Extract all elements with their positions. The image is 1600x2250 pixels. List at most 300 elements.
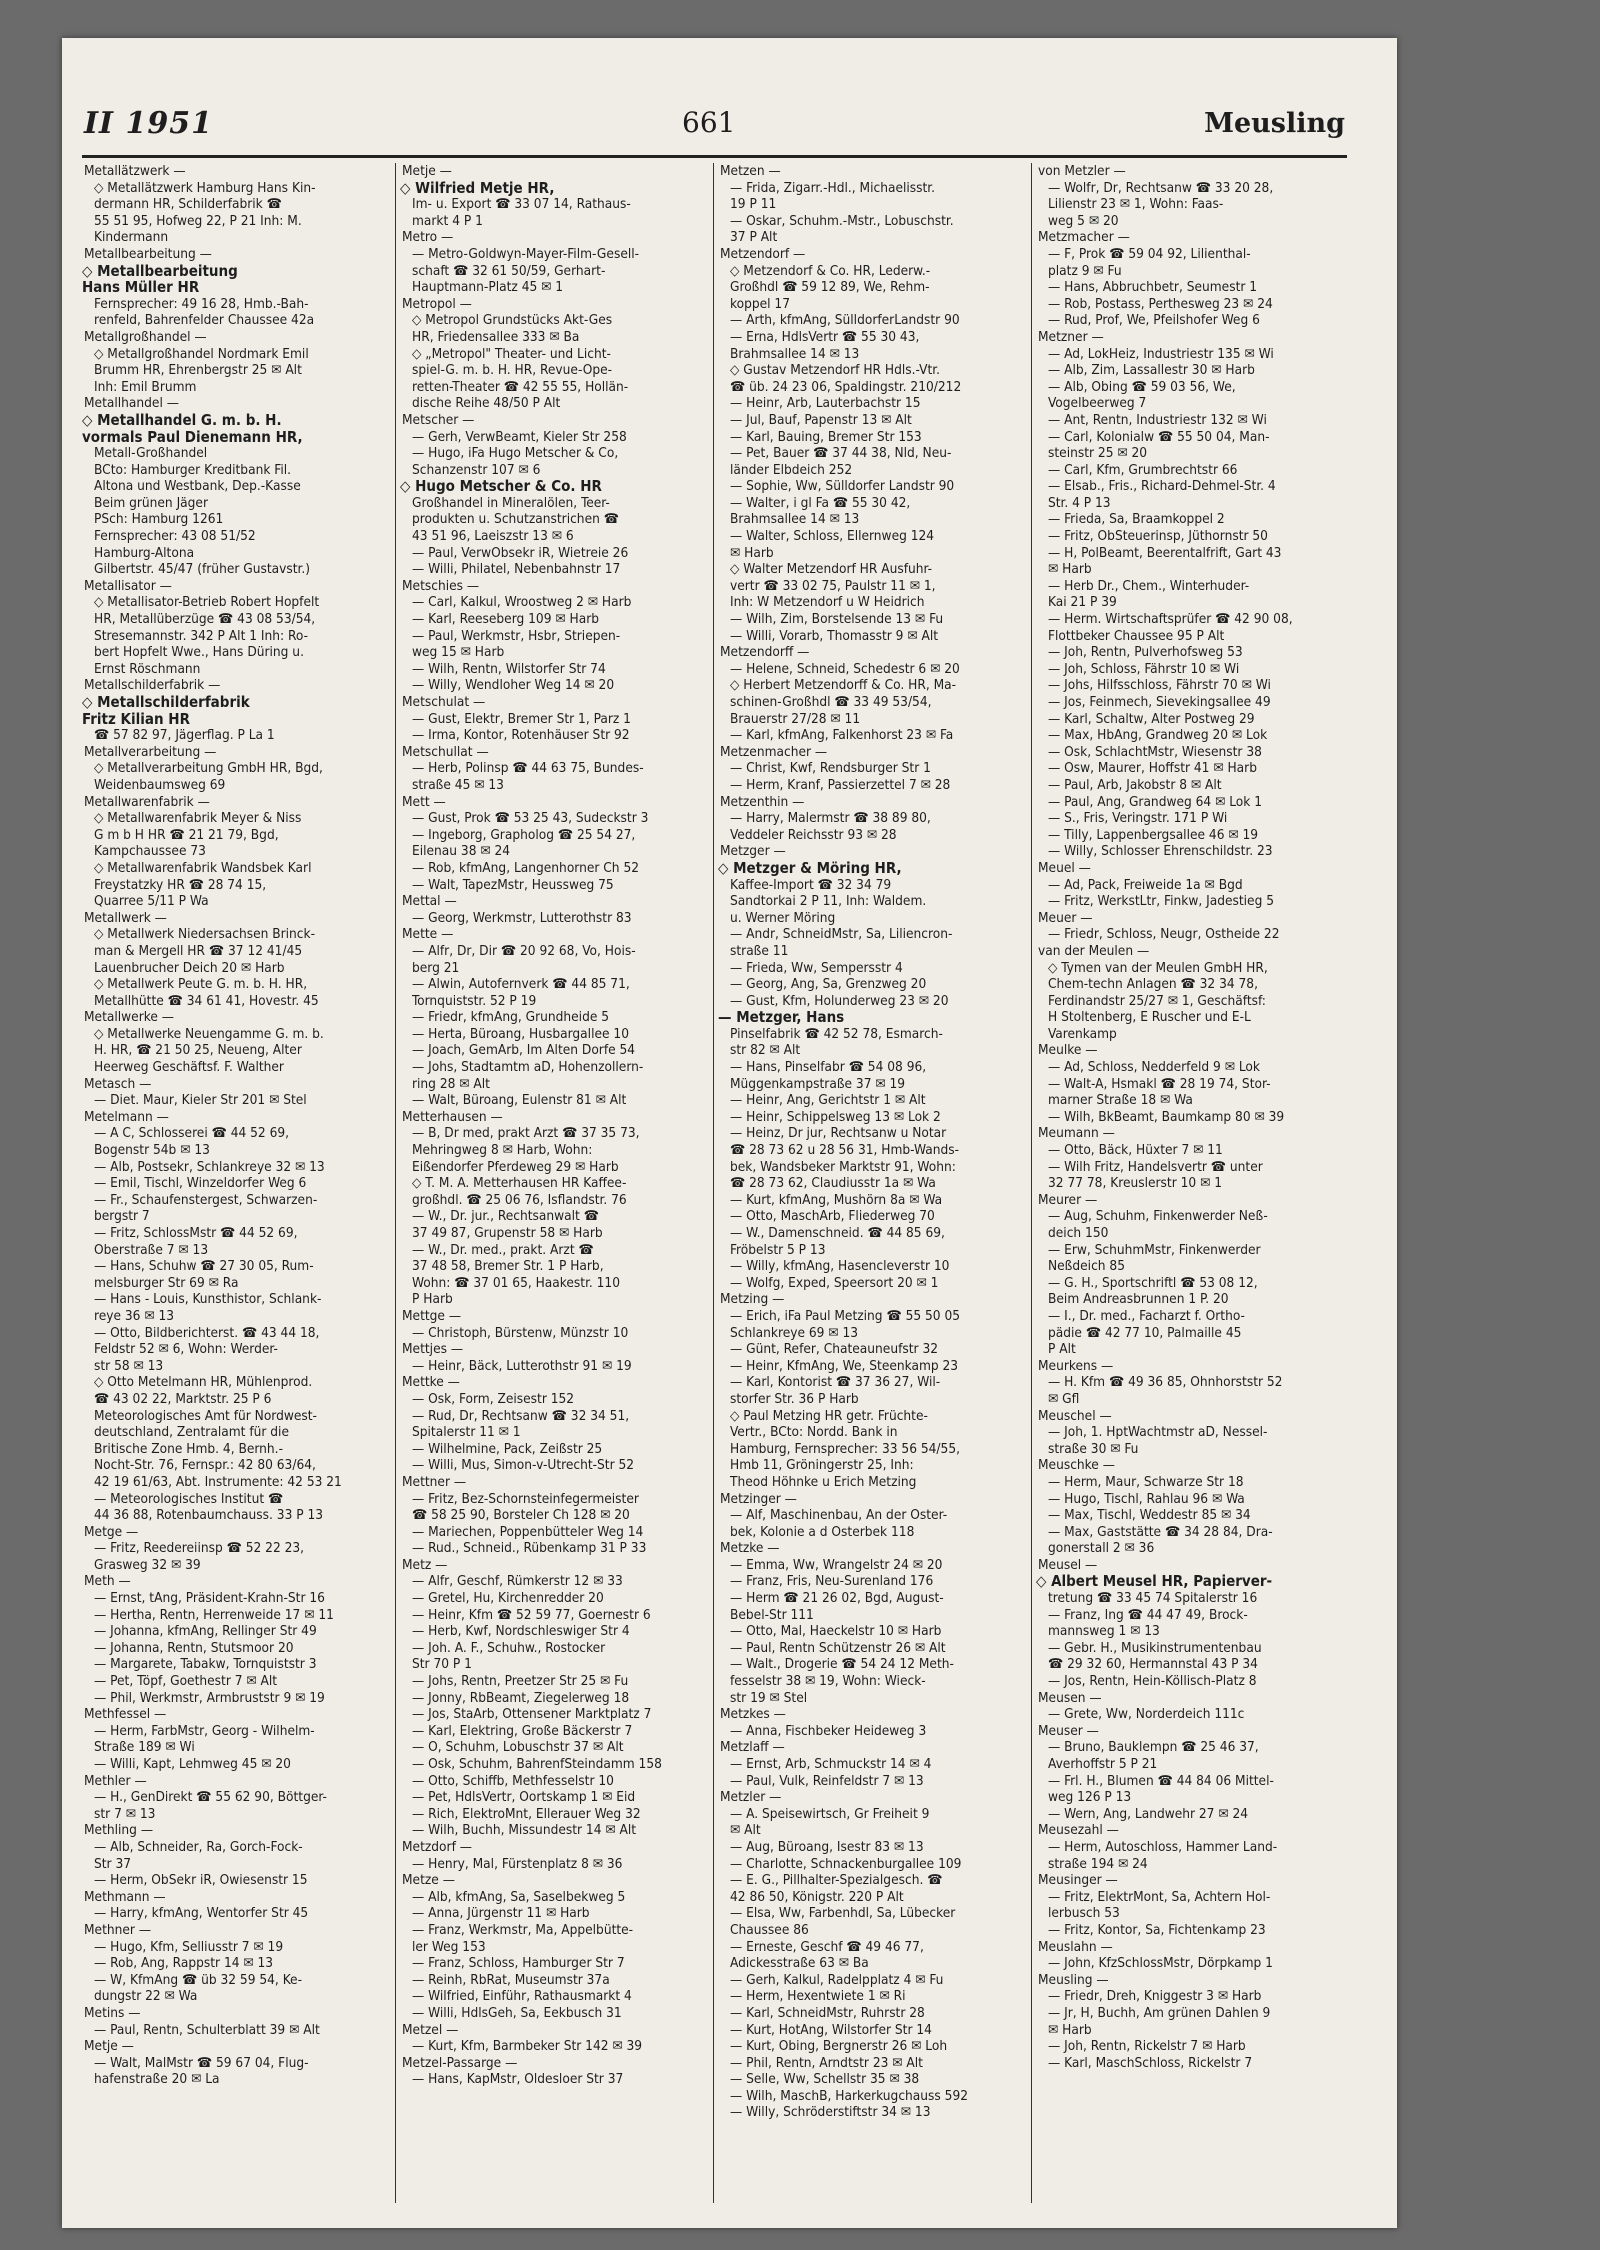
directory-entry: ring 28 ✉ Alt xyxy=(412,1075,490,1092)
directory-entry: — Joh, Schloss, Fährstr 10 ✉ Wi xyxy=(1048,660,1240,677)
directory-entry: ◇ Metallschilderfabrik xyxy=(82,694,250,711)
directory-entry: — Paul, Rentn Schützenstr 26 ✉ Alt xyxy=(730,1639,946,1656)
directory-entry: — Wolfg, Exped, Speersort 20 ✉ 1 xyxy=(730,1274,939,1291)
directory-entry: Vogelbeerweg 7 xyxy=(1048,395,1147,412)
directory-entry: Stresemannstr. 342 P Alt 1 Inh: Ro- xyxy=(94,627,309,644)
directory-entry: — Reinh, RbRat, Museumstr 37a xyxy=(412,1971,610,1988)
directory-entry: — Willi, Mus, Simon-v-Utrecht-Str 52 xyxy=(412,1457,635,1474)
directory-entry: — Kurt, kfmAng, Mushörn 8a ✉ Wa xyxy=(730,1191,943,1208)
directory-entry: str 82 ✉ Alt xyxy=(730,1042,801,1059)
directory-entry: platz 9 ✉ Fu xyxy=(1048,262,1122,279)
surname-heading: Metallverarbeitung — xyxy=(84,743,217,760)
directory-entry: — Alb, kfmAng, Sa, Saselbekweg 5 xyxy=(412,1888,626,1905)
directory-entry: — Willi, Philatel, Nebenbahnstr 17 xyxy=(412,561,621,578)
surname-heading: Meuer — xyxy=(1038,909,1093,926)
directory-entry: — Jonny, RbBeamt, Ziegelerweg 18 xyxy=(412,1689,630,1706)
directory-entry: G m b H HR ☎ 21 21 79, Bgd, xyxy=(94,826,279,843)
directory-entry: Straße 189 ✉ Wi xyxy=(94,1739,195,1756)
directory-entry: HR, Metallüberzüge ☎ 43 08 53/54, xyxy=(94,611,316,628)
directory-entry: ◇ Tymen van der Meulen GmbH HR, xyxy=(1048,959,1268,976)
directory-entry: — Günt, Refer, Chateauneufstr 32 xyxy=(730,1341,939,1358)
directory-entry: — Erneste, Geschf ☎ 49 46 77, xyxy=(730,1938,924,1955)
directory-entry: — Osk, Schuhm, BahrenfSteindamm 158 xyxy=(412,1756,662,1772)
surname-heading: Methling — xyxy=(84,1822,154,1839)
edition-label: II 1951 xyxy=(84,106,214,141)
surname-heading: Metzel — xyxy=(402,2021,459,2038)
directory-entry: — Margarete, Tabakw, Tornquiststr 3 xyxy=(94,1656,317,1673)
directory-entry: Metallhütte ☎ 34 61 41, Hovestr. 45 xyxy=(94,992,319,1009)
directory-entry: — Paul, Ang, Grandweg 64 ✉ Lok 1 xyxy=(1048,793,1263,810)
directory-entry: markt 4 P 1 xyxy=(412,212,483,229)
directory-entry: schaft ☎ 32 61 50/59, Gerhart- xyxy=(412,262,606,279)
directory-entry: — Karl, Elektring, Große Bäckerstr 7 xyxy=(412,1722,633,1739)
directory-entry: — Herm, ObSekr iR, Owiesenstr 15 xyxy=(94,1872,308,1889)
directory-entry: Brahmsallee 14 ✉ 13 xyxy=(730,345,860,362)
surname-heading: Metzner — xyxy=(1038,328,1104,345)
directory-entry: Brauerstr 27/28 ✉ 11 xyxy=(730,710,861,727)
directory-entry: — Paul, Rentn, Schulterblatt 39 ✉ Alt xyxy=(94,2021,320,2038)
directory-entry: — Rud, Dr, Rechtsanw ☎ 32 34 51, xyxy=(412,1407,630,1424)
directory-entry: — Osw, Maurer, Hoffstr 41 ✉ Harb xyxy=(1048,760,1257,777)
directory-entry: ◇ Metallgroßhandel Nordmark Emil xyxy=(94,345,309,362)
directory-entry: Fernsprecher: 49 16 28, Hmb.-Bah- xyxy=(94,295,309,312)
directory-entry: 44 36 88, Rotenbaumchauss. 33 P 13 xyxy=(94,1507,324,1524)
directory-entry: — Wolfr, Dr, Rechtsanw ☎ 33 20 28, xyxy=(1048,179,1274,196)
surname-heading: Metzinger — xyxy=(720,1490,797,1507)
directory-entry: — Johs, Hilfsschloss, Fährstr 70 ✉ Wi xyxy=(1048,677,1271,694)
directory-entry: 37 48 58, Bremer Str. 1 P Harb, xyxy=(412,1258,604,1275)
surname-heading: Meth — xyxy=(84,1573,131,1590)
directory-entry: — Hans - Louis, Kunsthistor, Schlank- xyxy=(94,1291,322,1308)
directory-entry: Brahmsallee 14 ✉ 13 xyxy=(730,511,860,528)
directory-entry: Tornquiststr. 52 P 19 xyxy=(412,992,537,1009)
directory-entry: Nocht-Str. 76, Fernspr.: 42 80 63/64, xyxy=(94,1457,316,1474)
directory-entry: — Erw, SchuhmMstr, Finkenwerder xyxy=(1048,1241,1261,1258)
directory-entry: — Helene, Schneid, Schedestr 6 ✉ 20 xyxy=(730,660,960,677)
directory-entry: — Frieda, Sa, Braamkoppel 2 xyxy=(1048,511,1225,528)
directory-entry: H Stoltenberg, E Ruscher und E-L xyxy=(1048,1009,1251,1026)
directory-entry: — Gust, Kfm, Holunderweg 23 ✉ 20 xyxy=(730,992,949,1009)
directory-entry: Averhoffstr 5 P 21 xyxy=(1048,1756,1158,1772)
surname-heading: Metzger — xyxy=(720,843,786,860)
directory-entry: Eilenau 38 ✉ 24 xyxy=(412,843,511,860)
directory-entry: deich 150 xyxy=(1048,1225,1109,1241)
directory-entry: — Friedr, kfmAng, Grundheide 5 xyxy=(412,1009,610,1026)
directory-entry: Müggenkampstraße 37 ✉ 19 xyxy=(730,1075,906,1092)
directory-entry: berg 21 xyxy=(412,959,460,976)
surname-heading: Metelmann — xyxy=(84,1108,169,1125)
directory-entry: — Wilh, BkBeamt, Baumkamp 80 ✉ 39 xyxy=(1048,1108,1285,1125)
surname-heading: Meusling — xyxy=(1038,1971,1109,1988)
directory-entry: reye 36 ✉ 13 xyxy=(94,1307,175,1324)
directory-entry: — W., Dr. jur., Rechtsanwalt ☎ xyxy=(412,1208,599,1225)
surname-heading: Metzenthin — xyxy=(720,793,805,810)
directory-entry: — Willy, Schröderstiftstr 34 ✉ 13 xyxy=(730,2104,931,2121)
directory-entry: — Franz, Fris, Neu-Surenland 176 xyxy=(730,1573,934,1590)
directory-entry: — Franz, Schloss, Hamburger Str 7 xyxy=(412,1955,625,1972)
column-3 xyxy=(718,163,1026,2213)
directory-entry: Lilienstr 23 ✉ 1, Wohn: Faas- xyxy=(1048,196,1224,213)
directory-entry: Freystatzky HR ☎ 28 74 15, xyxy=(94,876,267,893)
directory-entry: — Fritz, Reedereiinsp ☎ 52 22 23, xyxy=(94,1540,305,1557)
directory-entry: — Herb Dr., Chem., Winterhuder- xyxy=(1048,577,1250,594)
directory-entry: — Walt, MalMstr ☎ 59 67 04, Flug- xyxy=(94,2054,309,2071)
directory-entry: — Ernst, tAng, Präsident-Krahn-Str 16 xyxy=(94,1590,325,1607)
surname-heading: Metzen — xyxy=(720,163,781,179)
directory-entry: — Willi, HdlsGeh, Sa, Eekbusch 31 xyxy=(412,2004,622,2021)
directory-entry: ◇ Walter Metzendorf HR Ausfuhr- xyxy=(730,561,933,578)
directory-entry: Flottbeker Chaussee 95 P Alt xyxy=(1048,627,1225,644)
directory-entry: — Karl, kfmAng, Falkenhorst 23 ✉ Fa xyxy=(730,727,954,744)
directory-entry: — Emil, Tischl, Winzeldorfer Weg 6 xyxy=(94,1175,307,1192)
directory-entry: ◇ Metzger & Möring HR, xyxy=(718,859,902,877)
directory-entry: ◇ „Metropol" Theater- und Licht- xyxy=(412,345,611,362)
surname-heading: Meulke — xyxy=(1038,1042,1098,1059)
directory-entry: u. Werner Möring xyxy=(730,909,836,926)
surname-heading: van der Meulen — xyxy=(1038,942,1150,959)
directory-entry: — Herta, Büroang, Husbargallee 10 xyxy=(412,1025,629,1042)
directory-entry: vormals Paul Dienemann HR, xyxy=(82,428,303,446)
directory-entry: — Walter, i gl Fa ☎ 55 30 42, xyxy=(730,494,911,511)
surname-heading: von Metzler — xyxy=(1038,163,1126,179)
directory-entry: — Joach, GemArb, Im Alten Dorfe 54 xyxy=(412,1042,636,1059)
directory-entry: — Rud., Schneid., Rübenkamp 31 P 33 xyxy=(412,1540,647,1557)
directory-entry: — Hans, Schuhw ☎ 27 30 05, Rum- xyxy=(94,1258,314,1275)
directory-entry: retten-Theater ☎ 42 55 55, Hollän- xyxy=(412,378,629,395)
directory-entry: ◇ Paul Metzing HR getr. Früchte- xyxy=(730,1407,928,1424)
directory-entry: Neßdeich 85 xyxy=(1048,1258,1125,1275)
directory-entry: dische Reihe 48/50 P Alt xyxy=(412,395,561,412)
surname-heading: Metallschilderfabrik — xyxy=(84,677,221,694)
directory-entry: weg 126 P 13 xyxy=(1048,1789,1132,1806)
directory-entry: — B, Dr med, prakt Arzt ☎ 37 35 73, xyxy=(412,1125,640,1142)
directory-entry: — Hans, Abbruchbetr, Seumestr 1 xyxy=(1048,279,1258,296)
surname-heading: Metzkes — xyxy=(720,1706,786,1723)
directory-entry: — Rich, ElektroMnt, Ellerauer Weg 32 xyxy=(412,1805,641,1822)
directory-entry: Im- u. Export ☎ 33 07 14, Rathaus- xyxy=(412,196,631,213)
directory-entry: — Metro-Goldwyn-Mayer-Film-Gesell- xyxy=(412,245,640,262)
directory-entry: ◇ Herbert Metzendorff & Co. HR, Ma- xyxy=(730,677,957,694)
directory-entry: — Alb, Zim, Lassallestr 30 ✉ Harb xyxy=(1048,362,1255,379)
directory-entry: — Wilhelmine, Pack, Zeißstr 25 xyxy=(412,1440,603,1457)
surname-heading: Metz — xyxy=(402,1556,448,1573)
surname-heading: Meusen — xyxy=(1038,1689,1102,1706)
directory-entry: — Diet. Maur, Kieler Str 201 ✉ Stel xyxy=(94,1092,307,1109)
directory-entry: straße 30 ✉ Fu xyxy=(1048,1440,1139,1457)
directory-entry: Varenkamp xyxy=(1048,1025,1117,1042)
surname-heading: Metzlaff — xyxy=(720,1739,785,1756)
directory-entry: — Wilh, Rentn, Wilstorfer Str 74 xyxy=(412,660,606,677)
surname-heading: Meuslahn — xyxy=(1038,1938,1113,1955)
surname-heading: Mettjes — xyxy=(402,1341,464,1358)
directory-entry: Fröbelstr 5 P 13 xyxy=(730,1241,826,1258)
column-1 xyxy=(82,163,390,2213)
surname-heading: Meuel — xyxy=(1038,859,1091,876)
directory-entry: renfeld, Bahrenfelder Chaussee 42a xyxy=(94,312,315,329)
directory-entry: — Pet, Bauer ☎ 37 44 38, Nld, Neu- xyxy=(730,445,952,462)
directory-entry: — I., Dr. med., Facharzt f. Ortho- xyxy=(1048,1307,1245,1324)
directory-entry: — Paul, VerwObsekr iR, Wietreie 26 xyxy=(412,544,629,561)
directory-entry: ✉ Alt xyxy=(730,1822,761,1839)
directory-entry: Kaffee-Import ☎ 32 34 79 xyxy=(730,876,892,893)
directory-entry: — Irma, Kontor, Rotenhäuser Str 92 xyxy=(412,727,630,744)
directory-entry: 19 P 11 xyxy=(730,196,777,213)
directory-entry: — Willy, kfmAng, Hasencleverstr 10 xyxy=(730,1258,950,1275)
directory-entry: ☎ 28 73 62 u 28 56 31, Hmb-Wands- xyxy=(730,1142,960,1159)
directory-entry: 55 51 95, Hofweg 22, P 21 Inh: M. xyxy=(94,212,302,229)
directory-entry: ◇ Wilfried Metje HR, xyxy=(400,179,555,197)
surname-heading: Metzing — xyxy=(720,1291,785,1308)
directory-entry: — Kurt, HotAng, Wilstorfer Str 14 xyxy=(730,2021,932,2038)
directory-entry: bergstr 7 xyxy=(94,1208,150,1225)
directory-entry: — Karl, Bauing, Bremer Str 153 xyxy=(730,428,922,445)
directory-entry: — Otto, Bäck, Hüxter 7 ✉ 11 xyxy=(1048,1142,1223,1159)
directory-entry: — Johs, Stadtamtm aD, Hohenzollern- xyxy=(412,1059,644,1076)
surname-heading: Metallätzwerk — xyxy=(84,163,186,179)
directory-entry: — Emma, Ww, Wrangelstr 24 ✉ 20 xyxy=(730,1556,943,1573)
directory-entry: Feldstr 52 ✉ 6, Wohn: Werder- xyxy=(94,1341,278,1358)
directory-entry: — A. Speisewirtsch, Gr Freiheit 9 xyxy=(730,1805,930,1822)
directory-entry: deutschland, Zentralamt für die xyxy=(94,1424,289,1441)
directory-entry: — Hans, Pinselfabr ☎ 54 08 96, xyxy=(730,1059,927,1076)
surname-heading: Metzel-Passarge — xyxy=(402,2054,518,2071)
directory-entry: schinen-Großhdl ☎ 33 49 53/54, xyxy=(730,694,932,710)
surname-heading: Mettal — xyxy=(402,893,457,910)
directory-entry: — Johanna, kfmAng, Rellinger Str 49 xyxy=(94,1623,317,1640)
directory-entry: — Max, Tischl, Weddestr 85 ✉ 34 xyxy=(1048,1507,1251,1524)
directory-entry: — A C, Schlosserei ☎ 44 52 69, xyxy=(94,1125,290,1142)
directory-entry: — Gebr. H., Musikinstrumentenbau xyxy=(1048,1639,1262,1656)
directory-entry: Bogenstr 54b ✉ 13 xyxy=(94,1142,210,1159)
directory-entry: — Walt, Büroang, Eulenstr 81 ✉ Alt xyxy=(412,1092,627,1109)
directory-entry: Brumm HR, Ehrenbergstr 25 ✉ Alt xyxy=(94,362,302,379)
directory-entry: — Otto, MaschArb, Fliederweg 70 xyxy=(730,1208,935,1225)
directory-entry: — Gust, Prok ☎ 53 25 43, Sudeckstr 3 xyxy=(412,810,649,827)
directory-entry: Kai 21 P 39 xyxy=(1048,594,1117,611)
directory-page xyxy=(62,38,1397,2228)
directory-entry: — Herm ☎ 21 26 02, Bgd, August- xyxy=(730,1590,944,1607)
directory-entry: — Carl, Kolonialw ☎ 55 50 04, Man- xyxy=(1048,428,1270,445)
directory-entry: ✉ Harb xyxy=(1048,561,1092,578)
directory-entry: — Wilfried, Einführ, Rathausmarkt 4 xyxy=(412,1988,632,2005)
running-head: Meusling xyxy=(1204,108,1345,139)
directory-entry: man & Mergell HR ☎ 37 12 41/45 xyxy=(94,942,303,959)
directory-entry: — Ad, Pack, Freiweide 1a ✉ Bgd xyxy=(1048,876,1243,893)
directory-entry: — Jos, Feinmech, Sievekingsallee 49 xyxy=(1048,694,1271,710)
directory-entry: — Alb, Obing ☎ 59 03 56, We, xyxy=(1048,378,1236,395)
directory-entry: Gilbertstr. 45/47 (früher Gustavstr.) xyxy=(94,561,310,578)
directory-entry: — Grete, Ww, Norderdeich 111c xyxy=(1048,1706,1245,1723)
directory-entry: koppel 17 xyxy=(730,295,790,312)
directory-entry: — W., Damenschneid. ☎ 44 85 69, xyxy=(730,1225,945,1241)
directory-entry: — Joh. A. F., Schuhw., Rostocker xyxy=(412,1639,606,1656)
directory-entry: — Karl, Schaltw, Alter Postweg 29 xyxy=(1048,710,1255,727)
directory-entry: — Phil, Rentn, Arndtstr 23 ✉ Alt xyxy=(730,2054,923,2071)
directory-entry: ☎ 28 73 62, Claudiusstr 1a ✉ Wa xyxy=(730,1175,936,1192)
surname-heading: Mettge — xyxy=(402,1307,462,1324)
surname-heading: Metze — xyxy=(402,1872,455,1889)
directory-entry: ☎ 58 25 90, Borsteler Ch 128 ✉ 20 xyxy=(412,1507,630,1524)
directory-entry: Großhandel in Mineralölen, Teer- xyxy=(412,494,610,511)
directory-entry: — Heinz, Dr jur, Rechtsanw u Notar xyxy=(730,1125,947,1142)
surname-heading: Metro — xyxy=(402,229,454,246)
directory-entry: Wohn: ☎ 37 01 65, Haakestr. 110 xyxy=(412,1274,620,1291)
directory-entry: Chaussee 86 xyxy=(730,1921,809,1938)
directory-entry: bert Hopfelt Wwe., Hans Düring u. xyxy=(94,644,304,661)
directory-entry: straße 45 ✉ 13 xyxy=(412,776,504,793)
surname-heading: Metallwerke — xyxy=(84,1009,174,1026)
surname-heading: Metzendorff — xyxy=(720,644,810,661)
directory-entry: ✉ Harb xyxy=(730,544,774,561)
directory-entry: Ernst Röschmann xyxy=(94,660,201,677)
surname-heading: Metterhausen — xyxy=(402,1108,503,1125)
directory-entry: gonerstall 2 ✉ 36 xyxy=(1048,1540,1155,1557)
directory-entry: ◇ Metallverarbeitung GmbH HR, Bgd, xyxy=(94,760,323,777)
directory-entry: Pinselfabrik ☎ 42 52 78, Esmarch- xyxy=(730,1025,943,1042)
directory-entry: — Kurt, Kfm, Barmbeker Str 142 ✉ 39 xyxy=(412,2038,643,2055)
directory-entry: — Erna, HdlsVertr ☎ 55 30 43, xyxy=(730,328,920,345)
directory-entry: — Frl. H., Blumen ☎ 44 84 06 Mittel- xyxy=(1048,1772,1274,1789)
directory-entry: Vertr., BCto: Nordd. Bank in xyxy=(730,1424,898,1441)
surname-heading: Metallwerk — xyxy=(84,909,167,926)
directory-entry: — Herm. Wirtschaftsprüfer ☎ 42 90 08, xyxy=(1048,611,1293,628)
directory-entry: ler Weg 153 xyxy=(412,1938,486,1955)
directory-entry: — Fritz, ObSteuerinsp, Jüthornstr 50 xyxy=(1048,528,1268,545)
directory-entry: straße 11 xyxy=(730,942,789,959)
directory-entry: — John, KfzSchlossMstr, Dörpkamp 1 xyxy=(1048,1955,1273,1972)
directory-entry: — Joh, 1. HptWachtmstr aD, Nessel- xyxy=(1048,1424,1268,1441)
directory-entry: — Heinr, Ang, Gerichtstr 1 ✉ Alt xyxy=(730,1092,926,1109)
directory-entry: — Willy, Schlosser Ehrenschildstr. 23 xyxy=(1048,843,1273,860)
directory-entry: — Fritz, Bez-Schornsteinfegermeister xyxy=(412,1490,639,1507)
directory-entry: — Karl, MaschSchloss, Rickelstr 7 xyxy=(1048,2054,1253,2071)
directory-entry: Str 70 P 1 xyxy=(412,1656,472,1673)
directory-entry: weg 15 ✉ Harb xyxy=(412,644,505,661)
directory-entry: 37 P Alt xyxy=(730,229,778,246)
directory-entry: ◇ Metallwarenfabrik Meyer & Niss xyxy=(94,810,302,827)
directory-entry: — Harry, kfmAng, Wentorfer Str 45 xyxy=(94,1905,309,1922)
directory-entry: — Tilly, Lappenbergsallee 46 ✉ 19 xyxy=(1048,826,1259,843)
directory-entry: — Karl, Kontorist ☎ 37 36 27, Wil- xyxy=(730,1374,941,1391)
directory-entry: — Hugo, Kfm, Selliusstr 7 ✉ 19 xyxy=(94,1938,284,1955)
surname-heading: Meuser — xyxy=(1038,1722,1099,1739)
directory-entry: 42 86 50, Königstr. 220 P Alt xyxy=(730,1888,904,1905)
directory-entry: Hamburg, Fernsprecher: 33 56 54/55, xyxy=(730,1440,960,1457)
directory-entry: — Christ, Kwf, Rendsburger Str 1 xyxy=(730,760,931,777)
directory-entry: — Jul, Bauf, Papenstr 13 ✉ Alt xyxy=(730,411,912,428)
directory-entry: — Wilh, Buchh, Missundestr 14 ✉ Alt xyxy=(412,1822,637,1839)
surname-heading: Metzke — xyxy=(720,1540,780,1557)
directory-entry: — Heinr, Schippelsweg 13 ✉ Lok 2 xyxy=(730,1108,941,1125)
directory-entry: — Elsab., Fris., Richard-Dehmel-Str. 4 xyxy=(1048,478,1276,495)
directory-entry: — Joh, Rentn, Pulverhofsweg 53 xyxy=(1048,644,1243,661)
directory-entry: Schanzenstr 107 ✉ 6 xyxy=(412,461,541,478)
directory-entry: — S., Fris, Veringstr. 171 P Wi xyxy=(1048,810,1228,827)
directory-entry: — Ad, Schloss, Nedderfeld 9 ✉ Lok xyxy=(1048,1059,1260,1076)
directory-entry: — Walt-A, Hsmakl ☎ 28 19 74, Stor- xyxy=(1048,1075,1271,1092)
surname-heading: Metschies — xyxy=(402,577,480,594)
directory-entry: — Fr., Schaufenstergest, Schwarzen- xyxy=(94,1191,318,1208)
surname-heading: Mette — xyxy=(402,926,454,943)
directory-entry: ◇ Otto Metelmann HR, Mühlenprod. xyxy=(94,1374,313,1391)
directory-entry: — Otto, Mal, Haeckelstr 10 ✉ Harb xyxy=(730,1623,942,1640)
directory-entry: — Hertha, Rentn, Herrenweide 17 ✉ 11 xyxy=(94,1606,334,1623)
directory-entry: str 58 ✉ 13 xyxy=(94,1357,164,1374)
directory-entry: — Rud, Prof, We, Pfeilshofer Weg 6 xyxy=(1048,312,1260,329)
directory-entry: — Frieda, Ww, Sempersstr 4 xyxy=(730,959,903,976)
directory-entry: PSch: Hamburg 1261 xyxy=(94,511,224,528)
directory-entry: — Meteorologisches Institut ☎ xyxy=(94,1490,284,1507)
directory-entry: — Paul, Vulk, Reinfeldstr 7 ✉ 13 xyxy=(730,1772,924,1789)
directory-entry: ◇ Metallwerk Peute G. m. b. H. HR, xyxy=(94,976,308,993)
directory-entry: — Herb, Kwf, Nordschleswiger Str 4 xyxy=(412,1623,630,1640)
column-divider xyxy=(713,163,714,2203)
directory-entry: — Ernst, Arb, Schmuckstr 14 ✉ 4 xyxy=(730,1756,932,1772)
page-number: 661 xyxy=(682,106,736,139)
directory-entry: — Charlotte, Schnackenburgallee 109 xyxy=(730,1855,962,1872)
directory-entry: — Osk, Form, Zeisestr 152 xyxy=(412,1390,575,1407)
surname-heading: Meuschel — xyxy=(1038,1407,1112,1424)
directory-entry: — Willy, Wendloher Weg 14 ✉ 20 xyxy=(412,677,615,694)
directory-entry: — Rob, Postass, Perthesweg 23 ✉ 24 xyxy=(1048,295,1273,312)
directory-entry: dermann HR, Schilderfabrik ☎ xyxy=(94,196,282,213)
page-header xyxy=(62,106,1397,156)
directory-entry: — Alwin, Autofernverk ☎ 44 85 71, xyxy=(412,976,630,993)
directory-entry: — Erich, iFa Paul Metzing ☎ 55 50 05 xyxy=(730,1307,961,1324)
directory-entry: — Carl, Kfm, Grumbrechtstr 66 xyxy=(1048,461,1238,478)
surname-heading: Metallhandel — xyxy=(84,395,179,412)
directory-entry: Beim grünen Jäger xyxy=(94,494,208,511)
directory-entry: — Wilh Fritz, Handelsvertr ☎ unter xyxy=(1048,1158,1263,1175)
surname-heading: Metje — xyxy=(84,2038,134,2055)
directory-entry: — Heinr, Kfm ☎ 52 59 77, Goernestr 6 xyxy=(412,1606,651,1623)
directory-entry: — Fritz, ElektrMont, Sa, Achtern Hol- xyxy=(1048,1888,1271,1905)
surname-heading: Metins — xyxy=(84,2004,141,2021)
surname-heading: Metzendorf — xyxy=(720,245,806,262)
directory-entry: ◇ Metallisator-Betrieb Robert Hopfelt xyxy=(94,594,320,611)
directory-entry: — Henry, Mal, Fürstenplatz 8 ✉ 36 xyxy=(412,1855,623,1872)
directory-entry: — Karl, Reeseberg 109 ✉ Harb xyxy=(412,611,599,628)
directory-entry: — Paul, Arb, Jakobstr 8 ✉ Alt xyxy=(1048,776,1222,793)
directory-entry: — Hans, KapMstr, Oldesloer Str 37 xyxy=(412,2071,624,2088)
directory-entry: — Oskar, Schuhm.-Mstr., Lobuschstr. xyxy=(730,212,954,229)
directory-entry: — Willi, Kapt, Lehmweg 45 ✉ 20 xyxy=(94,1756,291,1772)
directory-entry: — F, Prok ☎ 59 04 92, Lilienthal- xyxy=(1048,245,1251,262)
directory-entry: — Mariechen, Poppenbütteler Weg 14 xyxy=(412,1523,644,1540)
surname-heading: Metschullat — xyxy=(402,743,489,760)
directory-entry: — Otto, Schiffb, Methfesselstr 10 xyxy=(412,1772,614,1789)
directory-entry: str 19 ✉ Stel xyxy=(730,1689,808,1706)
directory-entry: — Friedr, Dreh, Kniggestr 3 ✉ Harb xyxy=(1048,1988,1262,2005)
surname-heading: Metscher — xyxy=(402,411,475,428)
directory-entry: Quarree 5/11 P Wa xyxy=(94,893,209,910)
directory-entry: — Ad, LokHeiz, Industriestr 135 ✉ Wi xyxy=(1048,345,1274,362)
directory-entry: — Fritz, SchlossMstr ☎ 44 52 69, xyxy=(94,1225,298,1241)
directory-entry: Hamburg-Altona xyxy=(94,544,195,561)
directory-entry: Mehringweg 8 ✉ Harb, Wohn: xyxy=(412,1142,593,1159)
directory-entry: — Franz, Ing ☎ 44 47 49, Brock- xyxy=(1048,1606,1248,1623)
directory-entry: ◇ Metallbearbeitung xyxy=(82,262,238,280)
directory-entry: Oberstraße 7 ✉ 13 xyxy=(94,1241,209,1258)
directory-entry: — Jr, H, Buchh, Am grünen Dahlen 9 xyxy=(1048,2004,1271,2021)
header-rule xyxy=(82,155,1347,158)
directory-entry: Lauenbrucher Deich 20 ✉ Harb xyxy=(94,959,285,976)
directory-entry: fesselstr 38 ✉ 19, Wohn: Wieck- xyxy=(730,1673,926,1690)
directory-entry: — Arth, kfmAng, SülldorferLandstr 90 xyxy=(730,312,960,329)
directory-entry: — Johs, Rentn, Preetzer Str 25 ✉ Fu xyxy=(412,1673,629,1690)
directory-entry: — W., Dr. med., prakt. Arzt ☎ xyxy=(412,1241,594,1258)
directory-entry: — Rob, Ang, Rappstr 14 ✉ 13 xyxy=(94,1955,274,1972)
